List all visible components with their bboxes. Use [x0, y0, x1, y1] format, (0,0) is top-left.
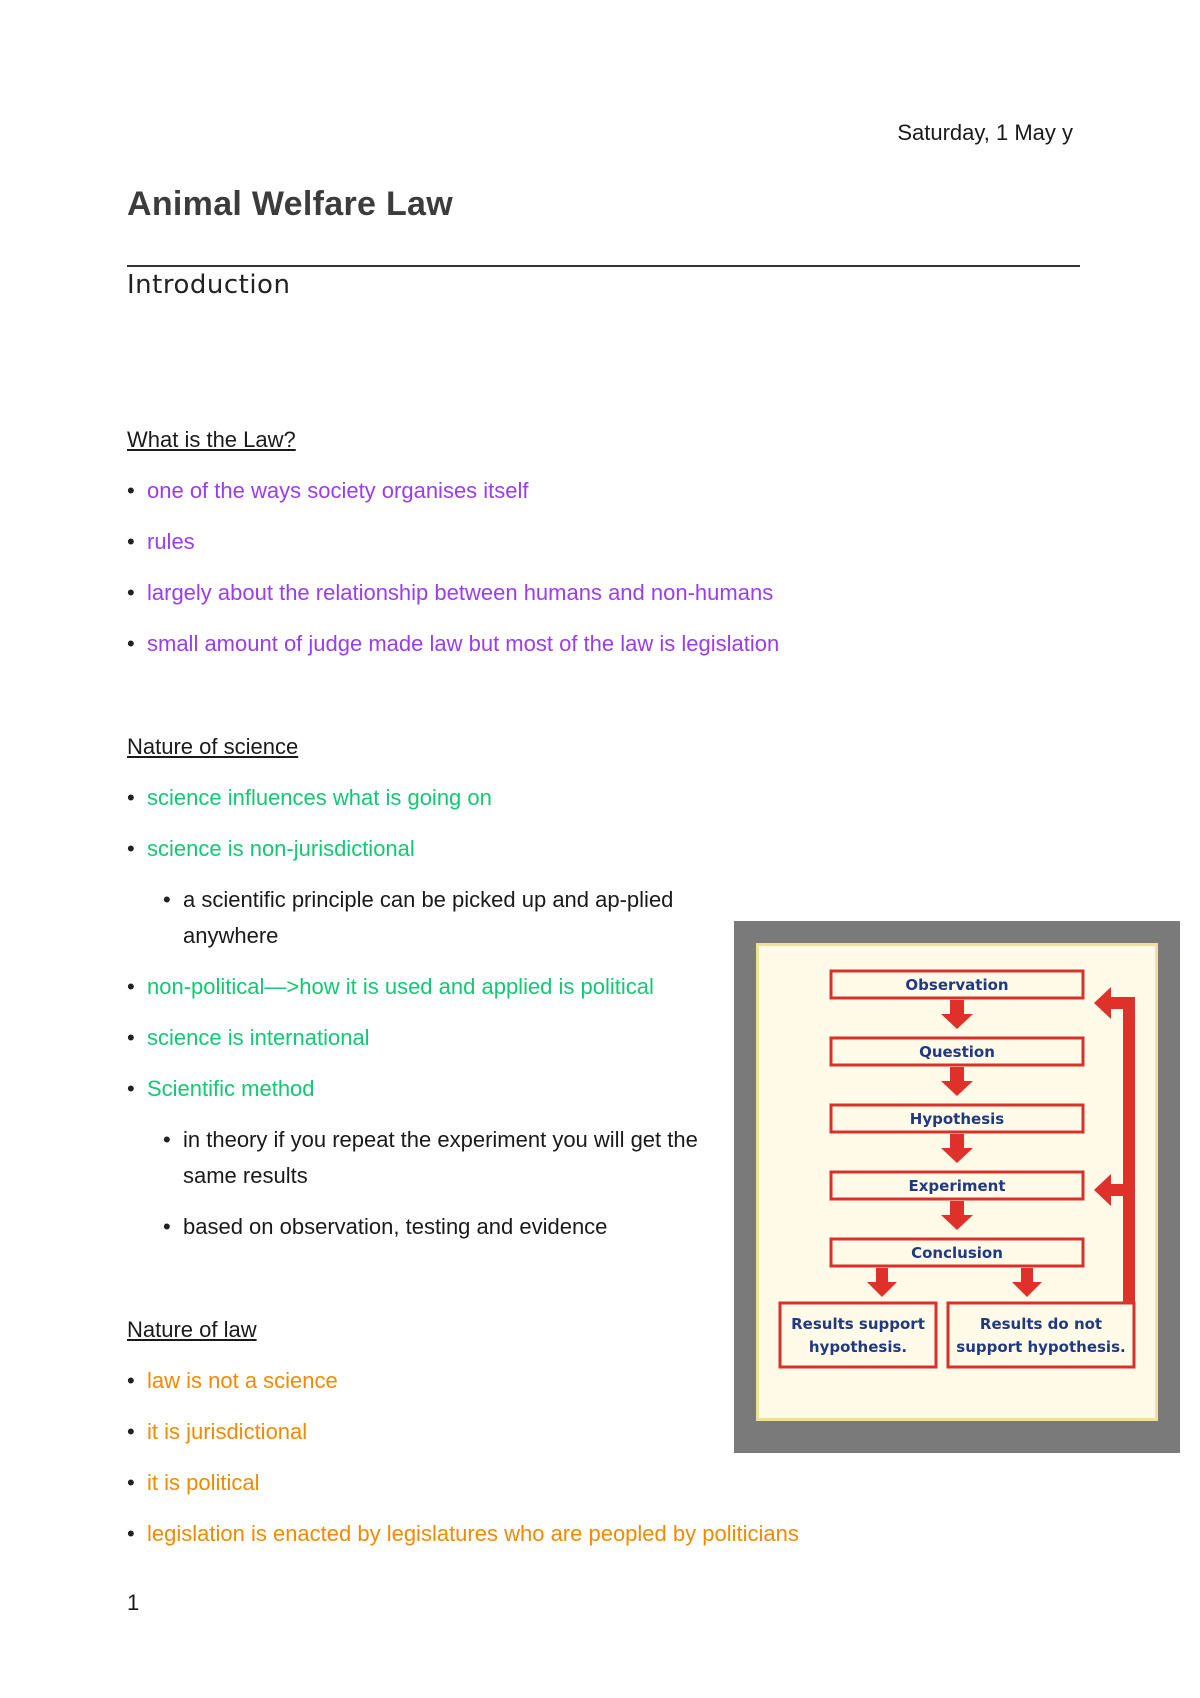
feedback-arrow-icon — [1094, 987, 1135, 1303]
outcome-label: Results support — [791, 1315, 925, 1333]
section-nature-of-science — [127, 729, 723, 1260]
list-subitem: • based on observation, testing and evidence — [163, 1209, 723, 1245]
step-label: Observation — [905, 976, 1009, 994]
down-arrow-icon — [941, 1067, 973, 1096]
section-what-is-law — [127, 422, 779, 677]
outcome-box — [948, 1303, 1134, 1367]
down-arrow-icon — [1012, 1268, 1042, 1297]
down-arrow-icon — [867, 1268, 897, 1297]
outcome-label: hypothesis. — [808, 1338, 908, 1356]
list-item: • science is international — [127, 1020, 723, 1056]
step-label: Question — [919, 1043, 995, 1061]
list-item: • rules — [127, 524, 779, 560]
step-label: Experiment — [908, 1177, 1006, 1195]
section-heading: Nature of law — [127, 1317, 257, 1342]
outcome-label: Results do not — [979, 1315, 1103, 1333]
step-label: Conclusion — [911, 1244, 1003, 1262]
section-heading: Nature of science — [127, 734, 299, 759]
scientific-method-flowchart — [734, 921, 1180, 1453]
list-item: • non-political—>how it is used and applied is political — [127, 969, 723, 1005]
document-date: Saturday, 1 May y — [897, 120, 1073, 145]
list-item: • largely about the relationship between humans and non-humans — [127, 575, 779, 611]
scientific-method-figure — [734, 921, 1180, 1453]
list-item: • law is not a science — [127, 1363, 799, 1399]
down-arrow-icon — [941, 1000, 973, 1029]
list-item: • it is political — [127, 1465, 799, 1501]
outcome-box — [780, 1303, 936, 1367]
list-item: • one of the ways society organises itself — [127, 473, 779, 509]
list-item: • small amount of judge made law but most of the law is legislation — [127, 626, 779, 662]
down-arrow-icon — [941, 1134, 973, 1163]
page-number: 1 — [127, 1590, 140, 1615]
list-item: • Scientific method — [127, 1071, 723, 1107]
list-item: • science is non-jurisdictional — [127, 831, 723, 867]
title-divider — [127, 265, 1080, 267]
document-title: Animal Welfare Law — [127, 185, 453, 223]
outcome-label: support hypothesis. — [956, 1338, 1126, 1356]
list-subitem: • in theory if you repeat the experiment you will get the same results — [163, 1122, 723, 1194]
list-item: • legislation is enacted by legislatures who are peopled by politicians — [127, 1516, 799, 1552]
list-subitem: • a scientific principle can be picked up and ap-plied anywhere — [163, 882, 723, 954]
list-item: • science influences what is going on — [127, 780, 723, 816]
section-heading: What is the Law? — [127, 427, 296, 452]
section-subtitle: Introduction — [127, 270, 291, 300]
feedback-arrow-icon — [1094, 1174, 1123, 1206]
list-item: • it is jurisdictional — [127, 1414, 799, 1450]
section-nature-of-law — [127, 1312, 799, 1567]
step-label: Hypothesis — [909, 1110, 1005, 1128]
down-arrow-icon — [941, 1201, 973, 1230]
